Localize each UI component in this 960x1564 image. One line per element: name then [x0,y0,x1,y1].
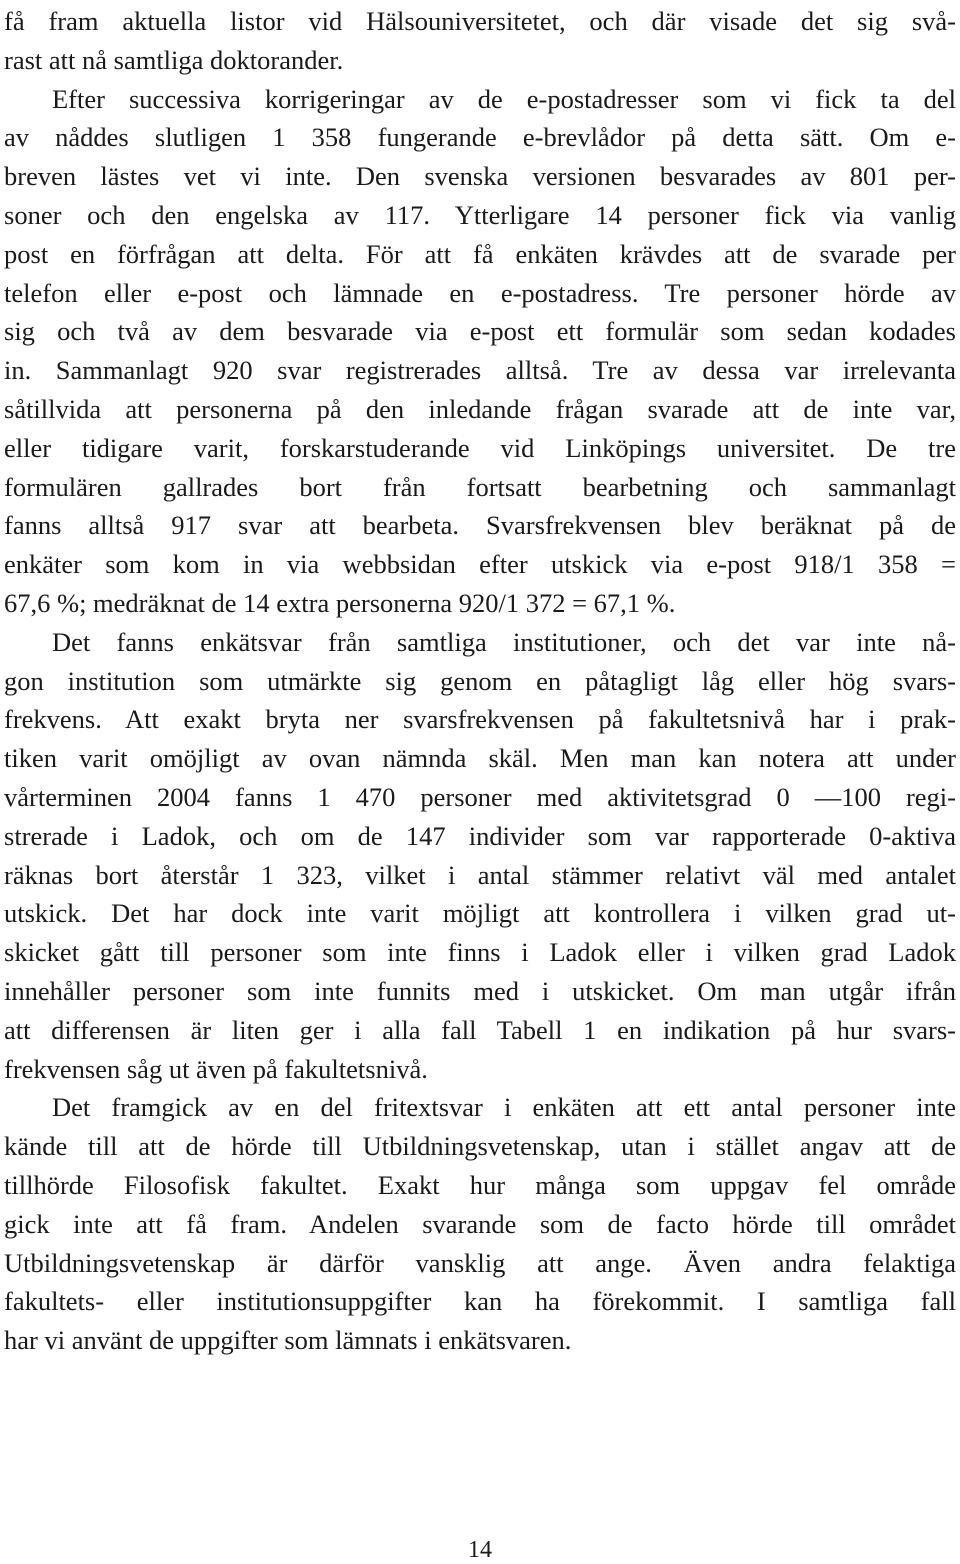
text-line: vårterminen 2004 fanns 1 470 personer med aktivitetsgrad 0 —100 regi- [4,781,956,812]
text-line: strerade i Ladok, och om de 147 individer som var rapporterade 0-aktiva [4,820,956,851]
text-line: av nåddes slutligen 1 358 fungerande e-brevlådor på detta sätt. Om e- [4,122,956,153]
page-number: 14 [468,1537,492,1563]
text-line: enkäter som kom in via webbsidan efter utskick via e-post 918/1 358 = [4,549,956,580]
text-line: telefon eller e-post och lämnade en e-postadress. Tre personer hörde av [4,277,956,308]
text-line: kände till att de hörde till Utbildningsvetenskap, utan i stället angav att de [4,1131,956,1162]
text-line: post en förfrågan att delta. För att få enkäten krävdes att de svarade per [4,238,956,269]
text-line: soner och den engelska av 117. Ytterligare 14 personer fick via vanlig [4,199,956,230]
text-line: innehåller personer som inte funnits med i utskicket. Om man utgår ifrån [4,975,956,1006]
text-line: räknas bort återstår 1 323, vilket i antal stämmer relativt väl med antalet [4,859,956,890]
text-line: in. Sammanlagt 920 svar registrerades alltså. Tre av dessa var irrelevanta [4,355,956,386]
text-line: eller tidigare varit, forskarstuderande vid Linköpings universitet. De tre [4,432,956,463]
text-line: fanns alltså 917 svar att bearbeta. Svarsfrekvensen blev beräknat på de [4,510,956,541]
text-line: fakultets- eller institutionsuppgifter kan ha förekommit. I samtliga fall [4,1286,956,1317]
document-body [4,2,956,1360]
paragraph-response-collection [4,2,956,623]
text-line: frekvensen såg ut även på fakultetsnivå. [4,1053,428,1084]
text-line: Efter successiva korrigeringar av de e-postadresser som vi fick ta del [52,83,956,114]
text-line: utskick. Det har dock inte varit möjligt att kontrollera i vilken grad ut- [4,898,956,929]
text-line: frekvens. Att exakt bryta ner svarsfrekvensen på fakultetsnivå har i prak- [4,704,956,735]
text-line: rast att nå samtliga doktorander. [4,44,344,75]
text-line: få fram aktuella listor vid Hälsouniversitetet, och där visade det sig svå- [4,6,956,36]
text-line: gon institution som utmärkte sig genom en påtagligt låg eller hög svars- [4,665,956,696]
text-line: tiken varit omöjligt av ovan nämnda skäl. Men man kan notera att under [4,743,956,774]
text-line: att differensen är liten ger i alla fall Tabell 1 en indikation på hur svars- [4,1014,956,1045]
text-line: formulären gallrades bort från fortsatt bearbetning och sammanlagt [4,471,956,502]
text-line: såtillvida att personerna på den inledande frågan svarade att de inte var, [4,393,956,424]
text-line: Det framgick av en del fritextsvar i enkäten att ett antal personer inte [52,1092,956,1123]
text-line: tillhörde Filosofisk fakultet. Exakt hur många som uppgav fel område [4,1169,956,1200]
text-line: har vi använt de uppgifter som lämnats i enkätsvaren. [4,1325,572,1356]
paragraph-faculty-affiliation [4,1088,956,1360]
text-line: Det fanns enkätsvar från samtliga institutioner, och det var inte nå- [52,626,956,657]
text-line: Utbildningsvetenskap är därför vansklig att ange. Även andra felaktiga [4,1247,956,1278]
text-line: gick inte att få fram. Andelen svarande som de facto hörde till området [4,1208,956,1239]
text-line: skicket gått till personer som inte finns i Ladok eller i vilken grad Ladok [4,937,956,968]
text-line: sig och två av dem besvarade via e-post ett formulär som sedan kodades [4,316,956,347]
text-line: breven lästes vet vi inte. Den svenska versionen besvarades av 801 per- [4,161,956,192]
paragraph-response-rate [4,623,956,1089]
text-line: 67,6 %; medräknat de 14 extra personerna 920/1 372 = 67,1 %. [4,587,676,618]
